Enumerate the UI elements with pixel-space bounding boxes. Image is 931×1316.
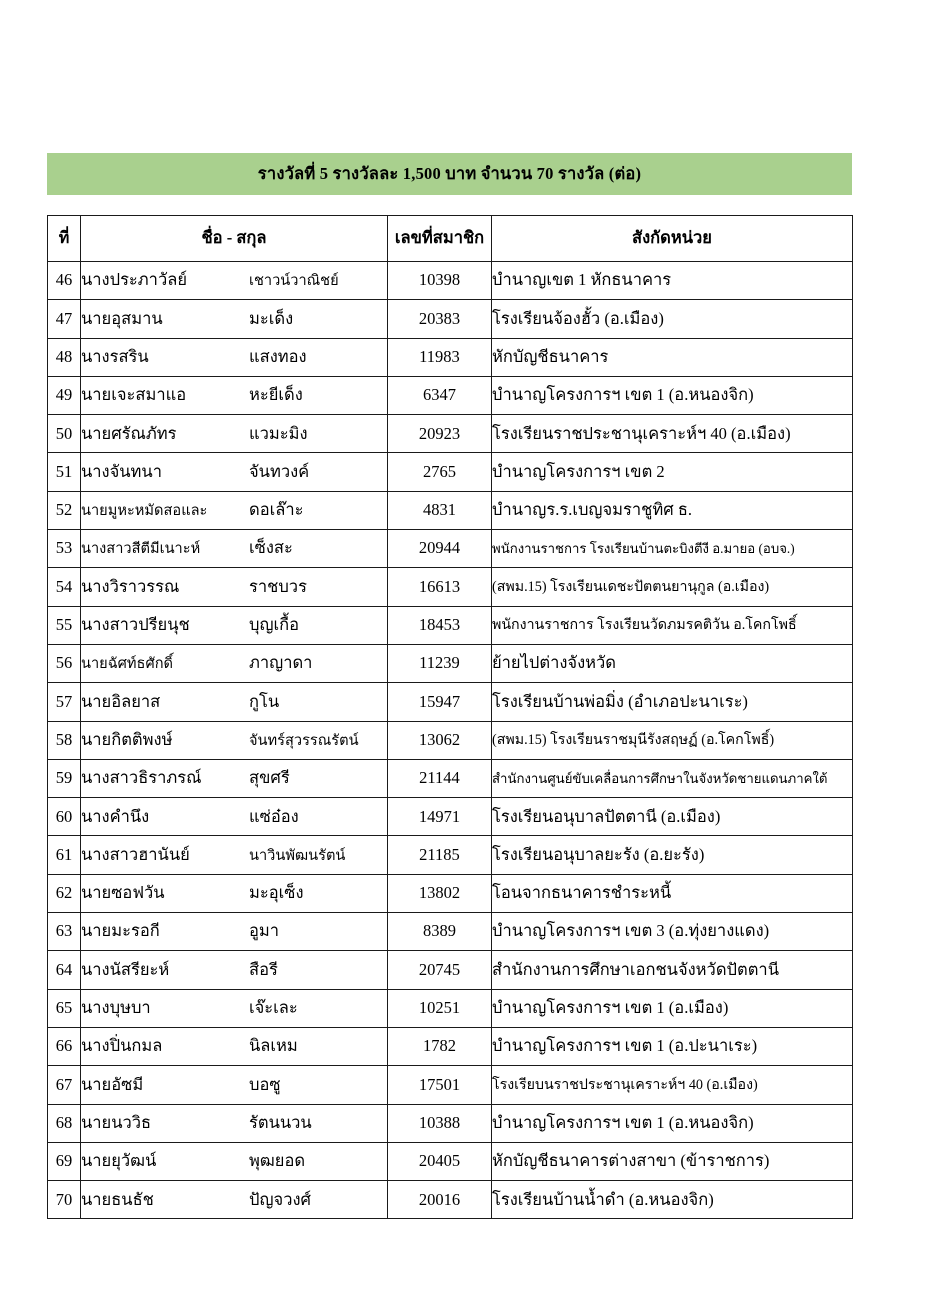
table-row [48, 683, 853, 721]
name-pair [81, 1189, 387, 1209]
cell-unit: โรงเรียนบ้านพ่อมิ่ง (อำเภอปะนาเระ) [492, 683, 853, 721]
cell-member-no: 6347 [388, 376, 492, 414]
column-header-unit: สังกัดหน่วย [492, 216, 853, 262]
name-pair [81, 655, 387, 672]
cell-no: 59 [48, 759, 81, 797]
given-name: นางวิราวรรณ [81, 576, 180, 596]
name-pair [81, 885, 387, 902]
table-body [48, 262, 853, 1219]
given-name: นายมูหะหมัดสอและ [81, 503, 208, 520]
cell-no: 53 [48, 530, 81, 568]
cell-member-no: 8389 [388, 913, 492, 951]
cell-no: 50 [48, 415, 81, 453]
family-name: บุญเกื้อ [249, 615, 300, 635]
cell-unit: บำนาญโครงการฯ เขต 1 (อ.เมือง) [492, 989, 853, 1027]
cell-name [81, 1104, 388, 1142]
table-row [48, 1066, 853, 1104]
cell-name [81, 989, 388, 1027]
given-name: นายอัซมี [81, 1074, 144, 1094]
cell-unit: พนักงานราชการ โรงเรียนบ้านตะบิงตีงี อ.มายอ (อบจ.) [492, 530, 853, 568]
family-name: จันทวงค์ [249, 461, 310, 481]
given-name: นายอุสมาน [81, 308, 163, 328]
table-row [48, 721, 853, 759]
name-pair [81, 1112, 387, 1132]
family-name: บอซู [249, 1074, 281, 1094]
name-pair [81, 923, 387, 940]
cell-name [81, 1142, 388, 1180]
name-pair [81, 502, 387, 519]
cell-no: 66 [48, 1027, 81, 1065]
cell-name [81, 338, 388, 376]
cell-unit: บำนาญโครงการฯ เขต 1 (อ.ปะนาเระ) [492, 1027, 853, 1065]
cell-unit: ย้ายไปต่างจังหวัด [492, 644, 853, 682]
given-name: นางสาวธิราภรณ์ [81, 768, 202, 788]
cell-no: 56 [48, 644, 81, 682]
table-row [48, 644, 853, 682]
given-name: นางรสริน [81, 346, 149, 366]
table-row [48, 836, 853, 874]
cell-no: 51 [48, 453, 81, 491]
given-name: นายยุวัฒน์ [81, 1151, 157, 1171]
name-pair [81, 387, 387, 404]
cell-name [81, 683, 388, 721]
cell-unit: บำนาญร.ร.เบญจมราชูทิศ ธ. [492, 491, 853, 529]
given-name: นางนัสรียะห์ [81, 959, 170, 979]
family-name: ราชบวร [249, 576, 307, 596]
name-pair [81, 617, 387, 634]
cell-no: 69 [48, 1142, 81, 1180]
given-name: นางคำนึง [81, 806, 150, 826]
cell-no: 67 [48, 1066, 81, 1104]
cell-no: 54 [48, 568, 81, 606]
family-name: แวมะมิง [249, 423, 308, 443]
family-name: มะเด็ง [249, 308, 294, 328]
table-row [48, 300, 853, 338]
given-name: นายนววิธ [81, 1112, 152, 1132]
cell-member-no: 18453 [388, 606, 492, 644]
given-name: นางจันทนา [81, 461, 162, 481]
name-pair [81, 308, 387, 328]
cell-name [81, 874, 388, 912]
column-header-member-no: เลขที่สมาชิก [388, 216, 492, 262]
table-row [48, 262, 853, 300]
family-name: มะอุเซ็ง [249, 883, 304, 903]
table-row [48, 913, 853, 951]
table-row [48, 1181, 853, 1219]
cell-name [81, 491, 388, 529]
family-name: อูมา [249, 921, 280, 941]
cell-unit: โรงเรียนอนุบาลยะรัง (อ.ยะรัง) [492, 836, 853, 874]
name-pair [81, 770, 387, 787]
cell-member-no: 20923 [388, 415, 492, 453]
cell-unit: โรงเรียนจ้องฮั้ว (อ.เมือง) [492, 300, 853, 338]
cell-no: 58 [48, 721, 81, 759]
cell-name [81, 262, 388, 300]
given-name: นางสาวฮานันย์ [81, 844, 190, 864]
cell-member-no: 21185 [388, 836, 492, 874]
cell-member-no: 15947 [388, 683, 492, 721]
cell-no: 47 [48, 300, 81, 338]
cell-no: 68 [48, 1104, 81, 1142]
family-name: กูโน [249, 691, 280, 711]
name-pair [81, 729, 387, 749]
given-name: นายศรัณภัทร [81, 423, 177, 443]
family-name: แซ่อ๋อง [249, 806, 299, 826]
name-pair [81, 1000, 387, 1017]
family-name: ปัญจวงศ์ [249, 1189, 311, 1209]
cell-name [81, 1066, 388, 1104]
table-row [48, 989, 853, 1027]
given-name: นางปิ่นกมล [81, 1036, 163, 1056]
family-name: จันทร์สุวรรณรัตน์ [249, 732, 359, 749]
table-row [48, 1104, 853, 1142]
cell-member-no: 17501 [388, 1066, 492, 1104]
cell-unit: โรงเรียบนราชประชานุเคราะห์ฯ 40 (อ.เมือง) [492, 1066, 853, 1104]
cell-member-no: 1782 [388, 1027, 492, 1065]
given-name: นางสาวสีตีมีเนาะห์ [81, 541, 201, 558]
given-name: นายฉัศท์ธศักดิ์ [81, 656, 174, 673]
cell-member-no: 10388 [388, 1104, 492, 1142]
name-pair [81, 540, 387, 557]
cell-name [81, 913, 388, 951]
cell-name [81, 376, 388, 414]
cell-no: 61 [48, 836, 81, 874]
table-row [48, 338, 853, 376]
table-row [48, 453, 853, 491]
cell-unit: หักบัญชีธนาคารต่างสาขา (ข้าราชการ) [492, 1142, 853, 1180]
name-pair [81, 1153, 387, 1170]
cell-no: 64 [48, 951, 81, 989]
cell-member-no: 16613 [388, 568, 492, 606]
cell-name [81, 1027, 388, 1065]
cell-member-no: 11983 [388, 338, 492, 376]
cell-member-no: 2765 [388, 453, 492, 491]
cell-name [81, 530, 388, 568]
cell-unit: บำนาญโครงการฯ เขต 1 (อ.หนองจิก) [492, 1104, 853, 1142]
cell-member-no: 14971 [388, 798, 492, 836]
cell-name [81, 759, 388, 797]
family-name: ภาญาดา [249, 653, 313, 673]
cell-name [81, 568, 388, 606]
table-header [48, 216, 853, 262]
family-name: แสงทอง [249, 346, 307, 366]
cell-name [81, 836, 388, 874]
family-name: สือรี [249, 959, 278, 979]
cell-no: 57 [48, 683, 81, 721]
table-row [48, 568, 853, 606]
name-pair [81, 576, 387, 596]
cell-no: 60 [48, 798, 81, 836]
cell-member-no: 20944 [388, 530, 492, 568]
cell-no: 48 [48, 338, 81, 376]
cell-member-no: 20383 [388, 300, 492, 338]
name-pair [81, 844, 387, 864]
cell-no: 49 [48, 376, 81, 414]
cell-unit: โอนจากธนาคารชำระหนี้ [492, 874, 853, 912]
cell-no: 55 [48, 606, 81, 644]
table-row [48, 1027, 853, 1065]
table-row [48, 415, 853, 453]
family-name: สุขศรี [249, 768, 290, 788]
cell-name [81, 606, 388, 644]
prize-banner [47, 153, 852, 195]
name-pair [81, 461, 387, 481]
cell-member-no: 13062 [388, 721, 492, 759]
cell-member-no: 13802 [388, 874, 492, 912]
given-name: นางสาวปรียนุช [81, 615, 190, 635]
cell-no: 52 [48, 491, 81, 529]
cell-name [81, 1181, 388, 1219]
cell-unit: หักบัญชีธนาคาร [492, 338, 853, 376]
members-table [47, 215, 853, 1219]
cell-name [81, 798, 388, 836]
cell-no: 62 [48, 874, 81, 912]
table-row [48, 759, 853, 797]
name-pair [81, 806, 387, 826]
prize-banner-title: รางวัลที่ 5 รางวัลละ 1,500 บาท จำนวน 70 รางวัล (ต่อ) [257, 163, 642, 183]
family-name: รัตนนวน [249, 1112, 312, 1132]
family-name: นาวินพัฒนรัตน์ [249, 847, 346, 864]
cell-unit: (สพม.15) โรงเรียนเดชะปัตตนยานุกูล (อ.เมือง) [492, 568, 853, 606]
cell-no: 46 [48, 262, 81, 300]
cell-member-no: 10251 [388, 989, 492, 1027]
cell-no: 63 [48, 913, 81, 951]
cell-no: 65 [48, 989, 81, 1027]
cell-unit: สำนักงานการศึกษาเอกชนจังหวัดปัตตานี [492, 951, 853, 989]
family-name: หะยีเด็ง [249, 385, 303, 405]
given-name: นายอิลยาส [81, 691, 161, 711]
cell-unit: โรงเรียนราชประชานุเคราะห์ฯ 40 (อ.เมือง) [492, 415, 853, 453]
name-pair [81, 1038, 387, 1055]
cell-unit: โรงเรียนบ้านน้ำดำ (อ.หนองจิก) [492, 1181, 853, 1219]
given-name: นางประภาวัลย์ [81, 270, 187, 290]
cell-member-no: 20016 [388, 1181, 492, 1219]
name-pair [81, 691, 387, 711]
cell-unit: บำนาญโครงการฯ เขต 1 (อ.หนองจิก) [492, 376, 853, 414]
table-row [48, 1142, 853, 1180]
cell-unit: บำนาญเขต 1 หักธนาคาร [492, 262, 853, 300]
given-name: นายมะรอกี [81, 921, 160, 941]
cell-member-no: 20745 [388, 951, 492, 989]
name-pair [81, 959, 387, 979]
members-table-container [47, 215, 852, 1219]
table-row [48, 606, 853, 644]
cell-member-no: 10398 [388, 262, 492, 300]
table-header-row [48, 216, 853, 262]
cell-unit: สำนักงานศูนย์ขับเคลื่อนการศึกษาในจังหวัดชายแดนภาคใต้ [492, 759, 853, 797]
table-row [48, 874, 853, 912]
cell-name [81, 300, 388, 338]
cell-member-no: 20405 [388, 1142, 492, 1180]
cell-unit: (สพม.15) โรงเรียนราชมุนีรังสฤษฏ์ (อ.โคกโพธิ์) [492, 721, 853, 759]
cell-name [81, 721, 388, 759]
family-name: พุฒยอด [249, 1151, 306, 1171]
cell-member-no: 21144 [388, 759, 492, 797]
table-row [48, 530, 853, 568]
cell-name [81, 644, 388, 682]
cell-unit: พนักงานราชการ โรงเรียนวัดภมรคติวัน อ.โคกโพธิ์ [492, 606, 853, 644]
family-name: ดอเล๊าะ [249, 500, 304, 520]
table-row [48, 951, 853, 989]
table-row [48, 491, 853, 529]
cell-name [81, 951, 388, 989]
family-name: เซ็งสะ [249, 538, 293, 558]
family-name: เจ๊ะเละ [249, 998, 298, 1018]
given-name: นางบุษบา [81, 998, 151, 1018]
given-name: นายธนธัช [81, 1189, 154, 1209]
cell-unit: บำนาญโครงการฯ เขต 2 [492, 453, 853, 491]
cell-unit: โรงเรียนอนุบาลปัตตานี (อ.เมือง) [492, 798, 853, 836]
given-name: นายซอฟวัน [81, 883, 165, 903]
given-name: นายกิตติพงษ์ [81, 729, 173, 749]
family-name: เชาวน์วาณิชย์ [249, 273, 339, 290]
column-header-name: ชื่อ - สกุล [81, 216, 388, 262]
given-name: นายเจะสมาแอ [81, 385, 187, 405]
cell-name [81, 453, 388, 491]
table-row [48, 376, 853, 414]
cell-name [81, 415, 388, 453]
name-pair [81, 346, 387, 366]
family-name: นิลเหม [249, 1036, 298, 1056]
name-pair [81, 1074, 387, 1094]
cell-member-no: 11239 [388, 644, 492, 682]
name-pair [81, 423, 387, 443]
cell-unit: บำนาญโครงการฯ เขต 3 (อ.ทุ่งยางแดง) [492, 913, 853, 951]
cell-member-no: 4831 [388, 491, 492, 529]
cell-no: 70 [48, 1181, 81, 1219]
table-row [48, 798, 853, 836]
name-pair [81, 272, 387, 289]
column-header-no: ที่ [48, 216, 81, 262]
